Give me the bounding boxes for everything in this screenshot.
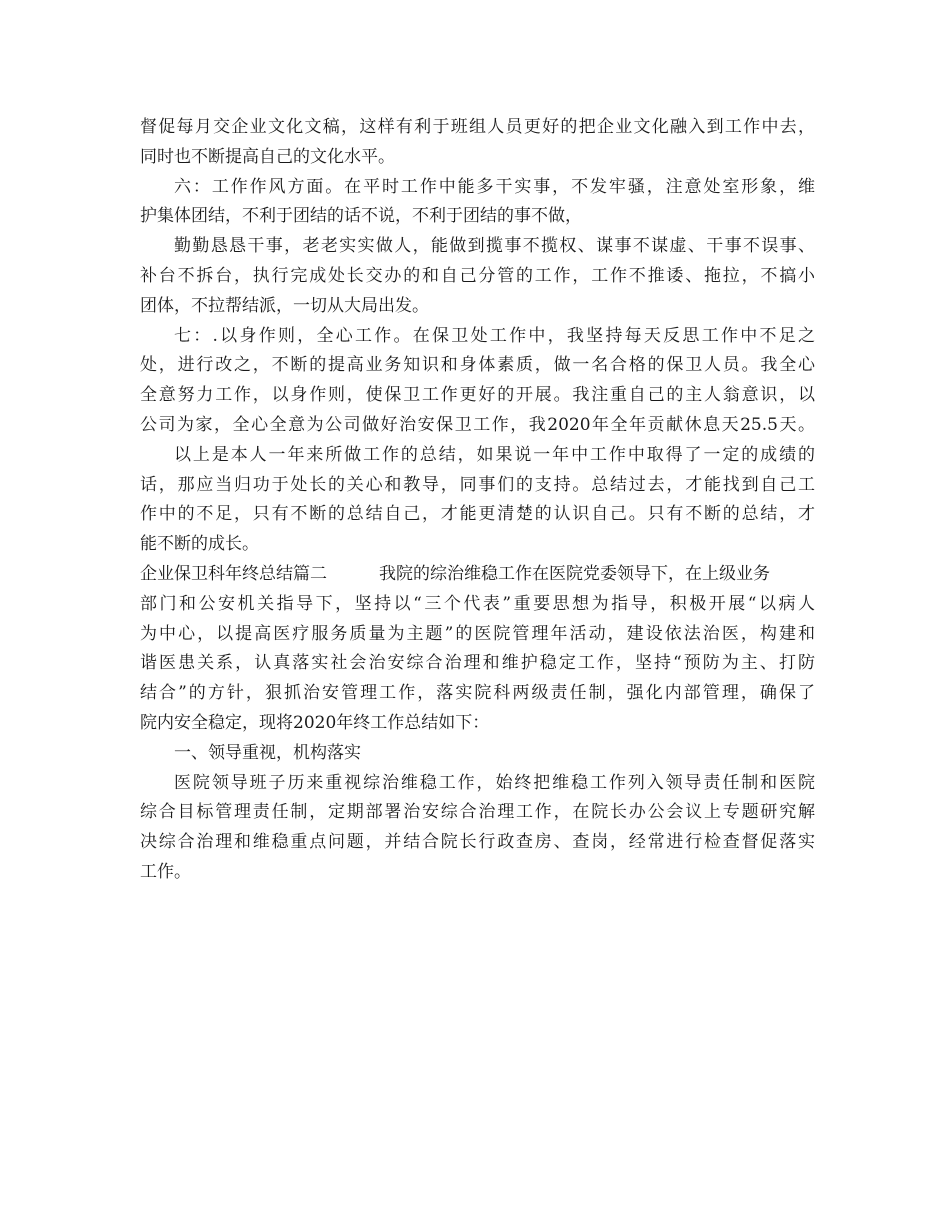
- text-line: 部门和公安机关指导下，坚持以“三个代表”重要思想为指导，积极开展“以病人: [140, 593, 815, 614]
- document-body: [140, 113, 815, 888]
- text-line: 作中的不足，只有不断的总结自己，才能更清楚的认识自己。只有不断的总结，才: [140, 504, 815, 525]
- text-line: 我院的综治维稳工作在医院党委领导下，在上级业务: [379, 563, 770, 584]
- text-line: 院内安全稳定，现将2020年终工作总结如下：: [140, 712, 490, 733]
- text-line: 同时也不断提高自己的文化水平。: [140, 146, 395, 167]
- text-line: 全意努力工作，以身作则，使保卫工作更好的开展。我注重自己的主人翁意识，以: [140, 385, 815, 406]
- text-line: 决综合治理和维稳重点问题，并结合院长行政查房、查岗，经常进行检查督促落实: [140, 832, 815, 853]
- text-line: 能不断的成长。: [140, 534, 259, 555]
- text-line: 护集体团结，不利于团结的话不说，不利于团结的事不做，: [140, 206, 582, 227]
- text-line: 医院领导班子历来重视综治维稳工作，始终把维稳工作列入领导责任制和医院: [174, 772, 815, 793]
- text-line: 为中心，以提高医疗服务质量为主题”的医院管理年活动，建设依法治医，构建和: [140, 623, 815, 644]
- text-line: 处，进行改之，不断的提高业务知识和身体素质，做一名合格的保卫人员。我全心: [140, 355, 815, 376]
- text-line: 谐医患关系，认真落实社会治安综合治理和维护稳定工作，坚持“预防为主、打防: [140, 653, 815, 674]
- text-line: 结合”的方针，狠抓治安管理工作，落实院科两级责任制，强化内部管理，确保了: [140, 683, 815, 704]
- text-line: 团体，不拉帮结派，一切从大局出发。: [140, 295, 429, 316]
- section-line: [140, 560, 815, 590]
- text-line: 补台不拆台，执行完成处长交办的和自己分管的工作，工作不推诿、拖拉，不搞小: [140, 265, 815, 286]
- text-line: 话，那应当归功于处长的关心和教导，同事们的支持。总结过去，才能找到自己工: [140, 474, 815, 495]
- text-line: 综合目标管理责任制，定期部署治安综合治理工作，在院长办公会议上专题研究解: [140, 802, 815, 823]
- text-line: 督促每月交企业文化文稿，这样有利于班组人员更好的把企业文化融入到工作中去，: [140, 117, 815, 137]
- text-line: 勤勤恳恳干事，老老实实做人，能做到揽事不揽权、谋事不谋虚、干事不误事、: [174, 236, 815, 257]
- text-line: 公司为家，全心全意为公司做好治安保卫工作，我2020年全年贡献休息天25.5天。: [140, 414, 815, 435]
- text-line: 七：.以身作则，全心工作。在保卫处工作中，我坚持每天反思工作中不足之: [174, 325, 815, 346]
- section-heading: 企业保卫科年终总结篇二: [140, 563, 327, 584]
- text-line: 以上是本人一年来所做工作的总结，如果说一年中工作中取得了一定的成绩的: [174, 444, 815, 465]
- text-line: 工作。: [140, 861, 191, 882]
- text-line: 六：工作作风方面。在平时工作中能多干实事，不发牢骚，注意处室形象，维: [174, 176, 815, 197]
- subheading: 一、领导重视，机构落实: [174, 742, 361, 763]
